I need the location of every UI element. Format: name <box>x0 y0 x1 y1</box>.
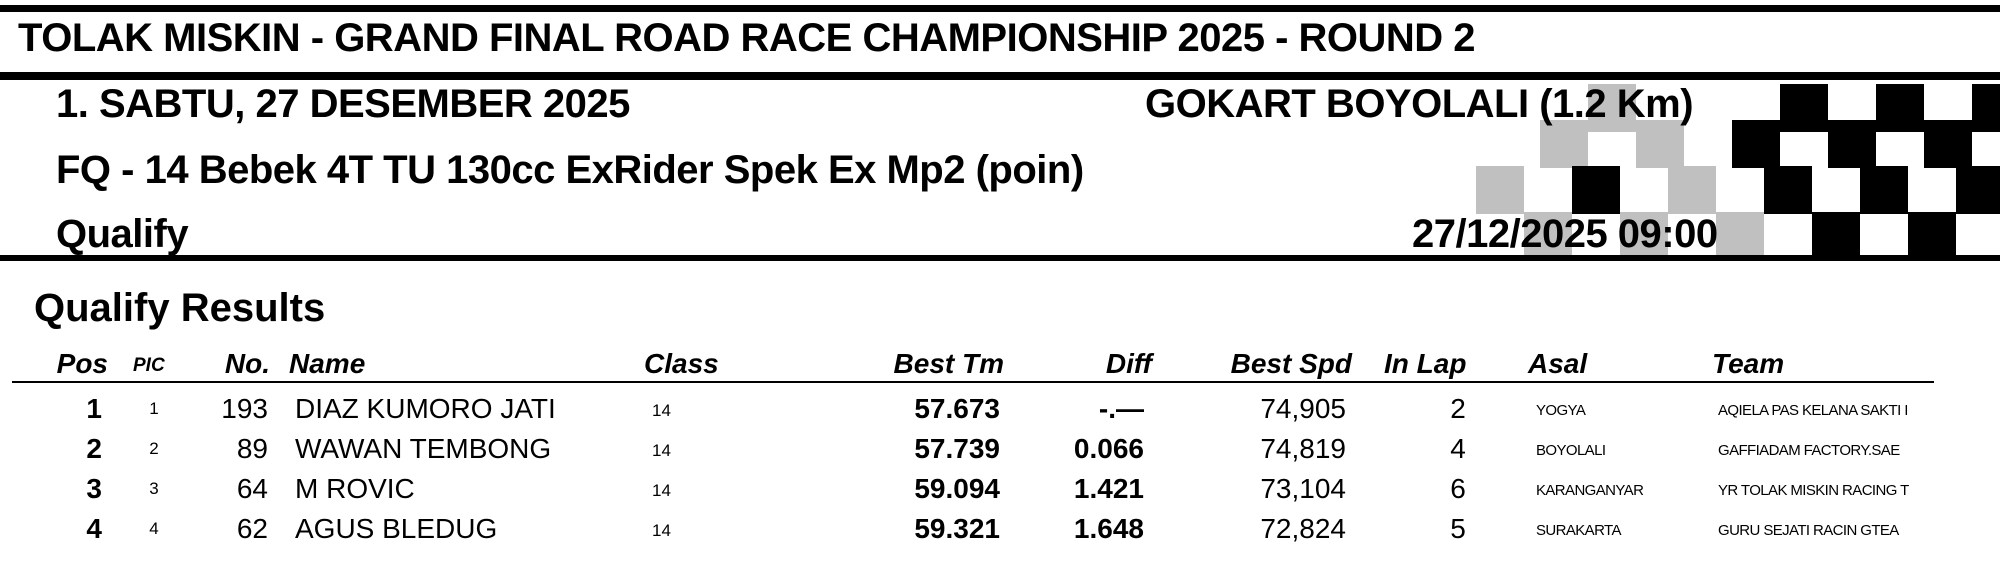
cell-best-spd: 74,819 <box>1260 433 1346 464</box>
flag-square <box>1972 84 2000 132</box>
cell-asal: KARANGANYAR <box>1536 482 1644 499</box>
flag-square <box>1476 166 1524 214</box>
flag-square <box>1924 120 1972 168</box>
column-header-asal: Asal <box>1528 348 1588 379</box>
session-label: Qualify <box>56 212 189 256</box>
flag-square <box>1716 212 1764 260</box>
cell-best-tm: 59.321 <box>914 513 1000 544</box>
cell-best-tm: 57.673 <box>914 393 1000 424</box>
cell-pos: 1 <box>86 393 102 424</box>
flag-square <box>1908 212 1956 260</box>
event-class: FQ - 14 Bebek 4T TU 130cc ExRider Spek Ex Mp2 (poin) <box>56 148 1084 192</box>
cell-best-spd: 74,905 <box>1260 393 1346 424</box>
column-header-diff: Diff <box>1105 348 1152 379</box>
cell-best-tm: 59.094 <box>914 473 1000 504</box>
page-title: TOLAK MISKIN - GRAND FINAL ROAD RACE CHAMPIONSHIP 2025 - ROUND 2 <box>18 16 1476 60</box>
cell-class: 14 <box>652 481 671 500</box>
cell-name: AGUS BLEDUG <box>295 513 498 544</box>
column-header-class: Class <box>644 348 719 379</box>
flag-square <box>1956 166 2000 214</box>
flag-square <box>1540 120 1588 168</box>
flag-square <box>1860 166 1908 214</box>
cell-pos: 2 <box>86 433 102 464</box>
flag-square <box>1764 166 1812 214</box>
column-header-best-spd: Best Spd <box>1230 348 1352 379</box>
cell-pos: 3 <box>86 473 102 504</box>
cell-class: 14 <box>652 441 671 460</box>
column-header-best-tm: Best Tm <box>893 348 1004 379</box>
cell-name: WAWAN TEMBONG <box>295 433 552 464</box>
column-header-in-lap: In Lap <box>1384 348 1467 379</box>
top-rule <box>0 5 2000 12</box>
cell-diff: 0.066 <box>1073 433 1144 464</box>
cell-team: GURU SEJATI RACIN GTEA <box>1718 522 1899 539</box>
cell-no: 193 <box>221 393 268 424</box>
cell-class: 14 <box>652 401 671 420</box>
cell-asal: YOGYA <box>1536 402 1586 419</box>
cell-name: DIAZ KUMORO JATI <box>295 393 556 424</box>
column-header-no: No. <box>224 348 270 379</box>
column-header-pic: PIC <box>133 355 165 376</box>
column-header-name: Name <box>289 348 366 379</box>
cell-pic: 4 <box>149 519 159 538</box>
cell-team: GAFFIADAM FACTORY.SAE <box>1718 442 1900 459</box>
cell-asal: SURAKARTA <box>1536 522 1621 539</box>
cell-pos: 4 <box>86 513 102 544</box>
flag-square <box>1668 166 1716 214</box>
cell-in-lap: 5 <box>1450 513 1466 544</box>
table-header-rule <box>12 381 1934 383</box>
cell-diff: 1.648 <box>1073 513 1144 544</box>
cell-in-lap: 6 <box>1450 473 1466 504</box>
cell-in-lap: 2 <box>1450 393 1466 424</box>
flag-square <box>1876 84 1924 132</box>
cell-best-tm: 57.739 <box>914 433 1000 464</box>
cell-diff: -.— <box>1098 393 1144 424</box>
cell-in-lap: 4 <box>1450 433 1466 464</box>
cell-no: 64 <box>236 473 268 504</box>
cell-no: 62 <box>236 513 268 544</box>
cell-asal: BOYOLALI <box>1536 442 1606 459</box>
cell-diff: 1.421 <box>1073 473 1144 504</box>
cell-pic: 2 <box>149 439 159 458</box>
flag-square <box>1572 166 1620 214</box>
cell-team: AQIELA PAS KELANA SAKTI I <box>1718 402 1908 419</box>
title-rule <box>0 72 2000 80</box>
cell-class: 14 <box>652 521 671 540</box>
column-header-team: Team <box>1712 348 1785 379</box>
cell-pic: 3 <box>149 479 159 498</box>
section-title: Qualify Results <box>34 286 326 330</box>
flag-square <box>1812 212 1860 260</box>
flag-square <box>1780 84 1828 132</box>
cell-no: 89 <box>236 433 268 464</box>
cell-best-spd: 73,104 <box>1260 473 1346 504</box>
cell-name: M ROVIC <box>295 473 415 504</box>
venue: GOKART BOYOLALI (1.2 Km) <box>1145 82 1694 126</box>
flag-square <box>1732 120 1780 168</box>
cell-pic: 1 <box>149 399 159 418</box>
cell-team: YR TOLAK MISKIN RACING T <box>1718 482 1909 499</box>
column-header-pos: Pos <box>56 348 108 379</box>
event-day: 1. SABTU, 27 DESEMBER 2025 <box>56 82 630 126</box>
flag-square <box>1828 120 1876 168</box>
session-datetime: 27/12/2025 09:00 <box>1412 212 1718 256</box>
cell-best-spd: 72,824 <box>1260 513 1346 544</box>
flag-square <box>1636 120 1684 168</box>
